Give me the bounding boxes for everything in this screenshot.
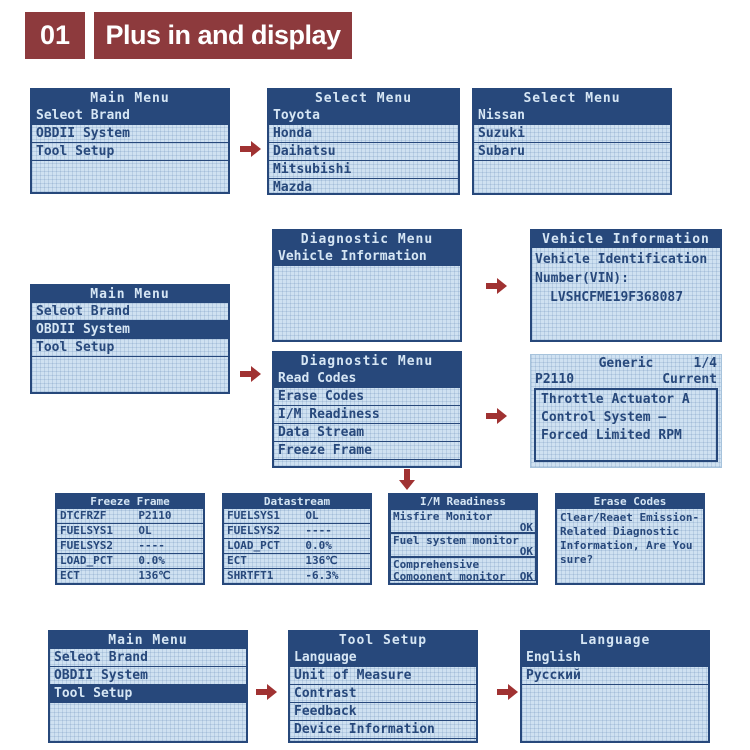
screen-main-menu-bottom [48,630,248,743]
monitor-label: Misfire Monitor [393,510,493,523]
arrow-right-icon [497,684,519,700]
screen-im-readiness [388,493,538,585]
vin-value: LVSHCFME19F368087 [550,290,684,305]
screen-title: Main Menu [32,90,228,107]
table-row [57,554,203,569]
menu-item-obdii-system[interactable]: OBDII System [50,667,246,685]
param-value: 136℃ [305,554,338,567]
param-value: 136℃ [138,569,171,582]
table-row [57,569,203,584]
table-row [224,554,370,569]
menu-item-freeze-frame[interactable]: Freeze Frame [274,442,460,460]
menu-item-language[interactable]: Language [290,649,476,667]
param-name: ECT [227,554,247,567]
arrow-right-icon [256,684,278,700]
monitor-label: Fuel system monitor [393,534,519,547]
monitor-box [390,557,536,581]
menu-item-vehicle-information[interactable]: Vehicle Information [274,248,460,266]
param-name: FUELSYS1 [227,509,280,522]
dtc-description-line: Control System — [541,410,667,425]
table-row [224,539,370,554]
erase-message-line: Related Diagnostic [560,525,680,538]
vin-label-line1: Vehicle Identification [535,252,708,267]
menu-item-erase-codes[interactable]: Erase Codes [274,388,460,406]
menu-item-nissan[interactable]: Nissan [474,107,670,125]
menu-item-tool-setup[interactable]: Tool Setup [50,685,246,703]
screen-tool-setup [288,630,478,743]
dtc-code: P2110 [535,372,575,387]
dtc-status: Current [662,372,717,387]
monitor-status: OK [519,521,533,534]
screen-title: Language [522,632,708,649]
param-name: ECT [60,569,80,582]
arrow-right-icon [486,278,508,294]
menu-item-feedback[interactable]: Feedback [290,703,476,721]
menu-item-read-codes[interactable]: Read Codes [274,370,460,388]
menu-item-russian[interactable]: Русский [522,667,708,685]
param-name: FUELSYS2 [227,524,280,537]
screen-erase-codes [555,493,705,585]
section-number-badge: 01 [25,12,85,59]
monitor-box [390,509,536,533]
menu-item-seleot-brand[interactable]: Seleot Brand [50,649,246,667]
table-row [57,524,203,539]
screen-language [520,630,710,743]
monitor-status: OK [519,545,533,558]
screen-title: Main Menu [50,632,246,649]
arrow-right-icon [240,141,262,157]
menu-item-toyota[interactable]: Toyota [269,107,458,125]
menu-item-suzuki[interactable]: Suzuki [474,125,670,143]
screen-dtc-detail [530,354,722,468]
screen-title: Main Menu [32,286,228,303]
table-row [57,509,203,524]
dtc-description-box [534,388,718,462]
param-name: LOAD_PCT [60,554,113,567]
screen-title: Vehicle Information [532,231,720,248]
screen-main-menu-mid [30,284,230,394]
screen-title: Diagnostic Menu [274,231,460,248]
param-value: -6.3% [305,569,339,582]
menu-item-mitsubishi[interactable]: Mitsubishi [269,161,458,179]
screen-title: Select Menu [474,90,670,107]
dtc-page-indicator: 1/4 [693,356,717,371]
menu-item-contrast[interactable]: Contrast [290,685,476,703]
table-row [224,509,370,524]
screen-title: Diagnostic Menu [274,353,460,370]
screen-select-menu-2 [472,88,672,195]
menu-item-english[interactable]: English [522,649,708,667]
arrow-right-icon [486,408,508,424]
menu-item-seleot-brand[interactable]: Seleot Brand [32,303,228,321]
menu-item-seleot-brand[interactable]: Seleot Brand [32,107,228,125]
menu-item-data-stream[interactable]: Data Stream [274,424,460,442]
param-value: ---- [305,524,332,537]
menu-item-obdii-system[interactable]: OBDII System [32,125,228,143]
menu-item-obdii-system[interactable]: OBDII System [32,321,228,339]
erase-message-line: Information, Are You [560,539,693,552]
dtc-description-line: Throttle Actuator A [541,392,690,407]
dtc-description-line: Forced Limited RPM [541,428,682,443]
param-value: 0.0% [305,539,332,552]
monitor-label: Comprehensive [393,558,480,571]
screen-title: Select Menu [269,90,458,107]
menu-item-daihatsu[interactable]: Daihatsu [269,143,458,161]
param-name: FUELSYS2 [60,539,113,552]
screen-title: Tool Setup [290,632,476,649]
menu-item-tool-setup[interactable]: Tool Setup [32,339,228,357]
menu-item-device-information[interactable]: Device Information [290,721,476,739]
menu-item-unit-of-measure[interactable]: Unit of Measure [290,667,476,685]
menu-item-honda[interactable]: Honda [269,125,458,143]
menu-item-im-readiness[interactable]: I/M Readiness [274,406,460,424]
page-title: Plus in and display [94,12,352,59]
param-name: DTCFRZF [60,509,107,522]
table-row [224,524,370,539]
table-row [224,569,370,584]
param-name: LOAD_PCT [227,539,280,552]
monitor-label: Comoonent monitor [393,570,506,583]
param-name: FUELSYS1 [60,524,113,537]
param-value: P2110 [138,509,172,522]
erase-message-line: sure? [560,553,594,566]
arrow-down-icon [399,469,415,491]
screen-main-menu-top [30,88,230,194]
screen-title: Freeze Frame [57,495,203,509]
param-value: ---- [138,539,165,552]
dtc-header-center: Generic [598,356,654,371]
monitor-status: OK [519,570,533,583]
screen-title: Erase Codes [557,495,703,509]
erase-message-line: Clear/Reaet Emission- [560,511,700,524]
screen-freeze-frame [55,493,205,585]
table-row [57,539,203,554]
param-name: SHRTFT1 [227,569,274,582]
param-value: OL [305,509,319,522]
param-value: OL [138,524,152,537]
menu-item-subaru[interactable]: Subaru [474,143,670,161]
screen-datastream [222,493,372,585]
screen-select-menu-1 [267,88,460,195]
param-value: 0.0% [138,554,165,567]
vin-label-line2: Number(VIN): [535,271,629,286]
monitor-box [390,533,536,557]
screen-title: I/M Readiness [390,495,536,509]
screen-vehicle-information [530,229,722,342]
screen-title: Datastream [224,495,370,509]
arrow-right-icon [240,366,262,382]
screen-diagnostic-menu-codes [272,351,462,468]
screen-diagnostic-menu-vehicle [272,229,462,342]
menu-item-tool-setup[interactable]: Tool Setup [32,143,228,161]
menu-item-mazda[interactable]: Mazda [269,179,458,195]
